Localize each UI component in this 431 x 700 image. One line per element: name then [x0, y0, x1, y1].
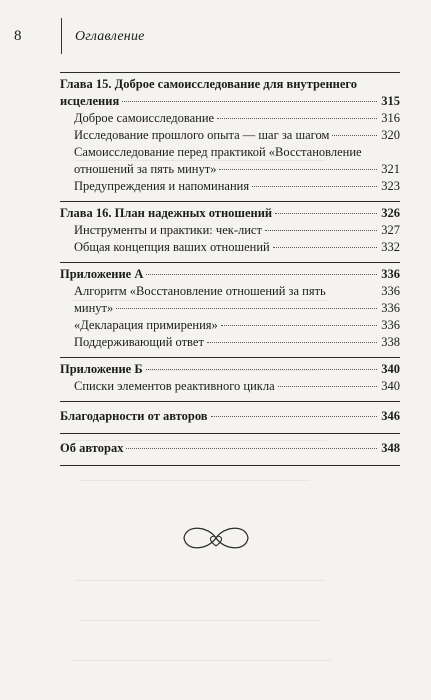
- entry-text: Поддерживающий ответ: [74, 335, 204, 349]
- page-number: 8: [14, 28, 22, 44]
- page-ref: 327: [381, 223, 400, 237]
- toc-entry[interactable]: [60, 378, 400, 395]
- page-ref: 315: [381, 94, 400, 108]
- leader-dots: [265, 230, 377, 231]
- toc-entry[interactable]: [60, 93, 400, 110]
- toc-entry[interactable]: [60, 161, 400, 178]
- page-ref: 340: [381, 362, 400, 376]
- entry-text: Исследование прошлого опыта — шаг за шагом: [74, 128, 330, 142]
- thanks-title: Благодарности от авторов: [60, 409, 208, 423]
- chapter-15-title[interactable]: Глава 15. Доброе самоисследование для внутреннего: [60, 77, 358, 91]
- entry-text: Общая концепция ваших отношений: [74, 240, 270, 254]
- page-ref: 332: [381, 240, 400, 254]
- entry-text: Алгоритм «Восстановление отношений за пять: [74, 284, 326, 298]
- entry-text-cont: отношений за пять минут»: [74, 162, 217, 176]
- leader-dots: [332, 135, 377, 136]
- chapter-15-title-cont: исцеления: [60, 94, 120, 108]
- page-ref: 323: [381, 179, 400, 193]
- leader-dots: [275, 213, 377, 214]
- appendix-b-title: Приложение Б: [60, 362, 143, 376]
- leader-dots: [122, 101, 377, 102]
- toc-chapter-16: [60, 202, 400, 262]
- chapter-16-title: Глава 16. План надежных отношений: [60, 206, 273, 220]
- leader-dots: [273, 247, 377, 248]
- leader-dots: [278, 386, 377, 387]
- toc-chapter-15: [60, 73, 400, 201]
- page-ref: 336: [381, 301, 400, 315]
- toc-entry[interactable]: [60, 178, 400, 195]
- entry-text: «Декларация примирения»: [74, 318, 218, 332]
- toc-thanks: [60, 402, 400, 433]
- authors-title: Об авторах: [60, 441, 124, 455]
- page-ref: 320: [381, 128, 400, 142]
- toc-entry[interactable]: [60, 222, 400, 239]
- toc-appendix-a: [60, 263, 400, 357]
- page-ref: 348: [381, 441, 400, 455]
- toc-entry[interactable]: [60, 361, 400, 378]
- toc-entry[interactable]: [60, 334, 400, 351]
- page-ref: 338: [381, 335, 400, 349]
- leader-dots: [146, 274, 377, 275]
- toc-entry[interactable]: [60, 283, 400, 300]
- page-ref: 340: [381, 379, 400, 393]
- section-divider: [60, 465, 400, 466]
- page-ref: 336: [381, 318, 400, 332]
- entry-text: Списки элементов реактивного цикла: [74, 379, 275, 393]
- leader-dots: [126, 448, 377, 449]
- toc-entry[interactable]: [60, 239, 400, 256]
- header-divider: [61, 18, 62, 54]
- toc-authors: [60, 434, 400, 465]
- entry-text: Доброе самоисследование: [74, 111, 215, 125]
- toc-entry[interactable]: [60, 266, 400, 283]
- leader-dots: [207, 342, 377, 343]
- page-header: [0, 0, 431, 50]
- leader-dots: [146, 369, 377, 370]
- leader-dots: [219, 169, 377, 170]
- toc-entry[interactable]: [60, 300, 400, 317]
- page-ref: 336: [381, 284, 400, 298]
- running-title: Оглавление: [75, 29, 145, 44]
- entry-text[interactable]: Самоисследование перед практикой «Восстановление: [74, 145, 362, 159]
- leader-dots: [116, 308, 377, 309]
- infinity-heart-icon: [178, 520, 254, 556]
- page-ref: 336: [381, 267, 400, 281]
- leader-dots: [221, 325, 377, 326]
- toc-entry[interactable]: [60, 408, 400, 425]
- toc-entry[interactable]: [60, 440, 400, 457]
- toc-appendix-b: [60, 358, 400, 401]
- page-ref: 346: [381, 409, 400, 423]
- leader-dots: [211, 416, 377, 417]
- page-ref: 321: [381, 162, 400, 176]
- leader-dots: [252, 186, 377, 187]
- toc-entry[interactable]: [60, 205, 400, 222]
- toc-entry[interactable]: [60, 317, 400, 334]
- toc-entry[interactable]: [60, 127, 400, 144]
- page-ref: 316: [381, 111, 400, 125]
- leader-dots: [217, 118, 377, 119]
- entry-text: Предупреждения и напоминания: [74, 179, 250, 193]
- table-of-contents: [60, 72, 400, 466]
- entry-text-cont: минут»: [74, 301, 114, 315]
- appendix-a-title: Приложение А: [60, 267, 144, 281]
- page-ref: 326: [381, 206, 400, 220]
- entry-text: Инструменты и практики: чек-лист: [74, 223, 262, 237]
- toc-entry[interactable]: [60, 110, 400, 127]
